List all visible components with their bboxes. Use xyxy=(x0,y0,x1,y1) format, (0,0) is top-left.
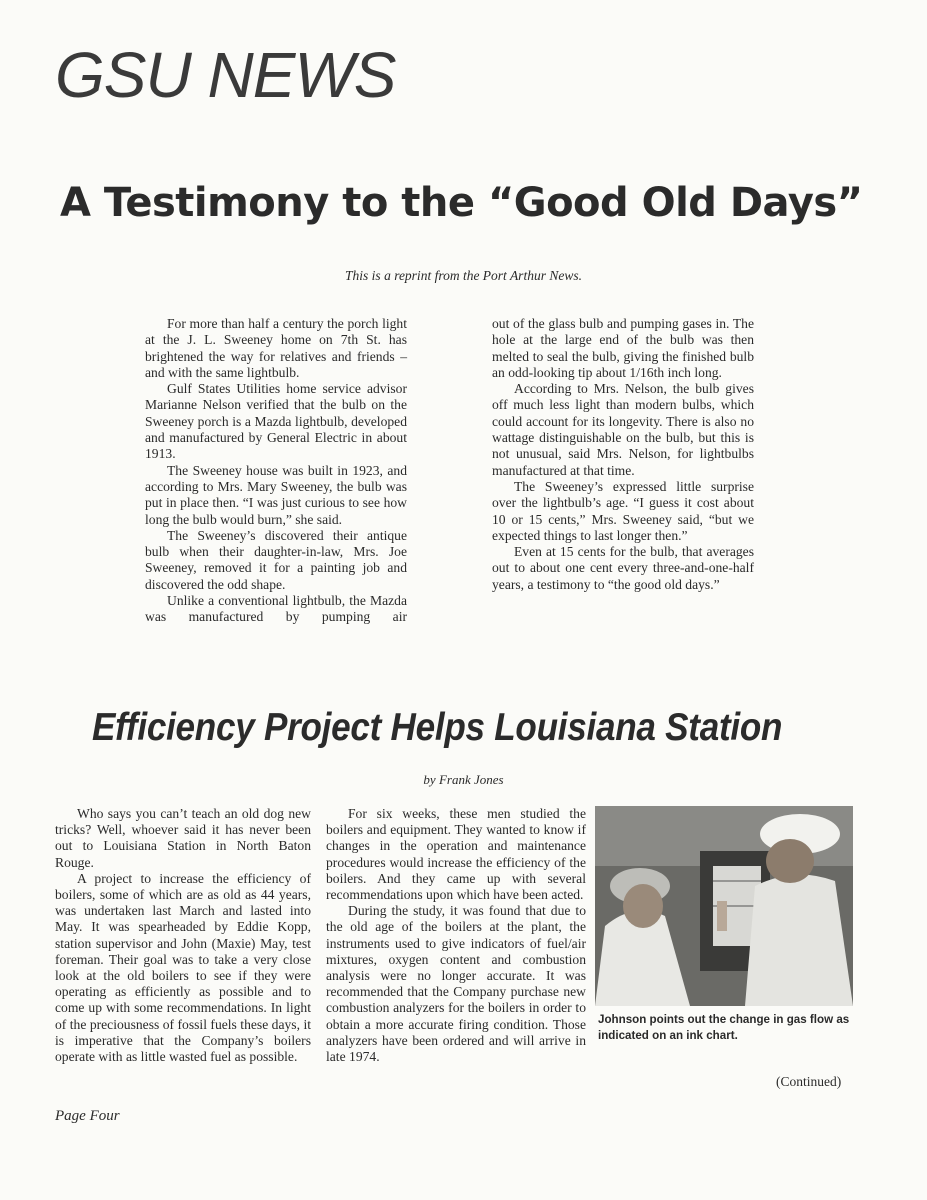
paragraph: For six weeks, these men studied the boilers and equipment. They wanted to know if changes in the operation and maintenance procedures would increase the efficiency of the boilers. And they came up with several recommendations upon which have been acted. xyxy=(326,806,586,903)
article1-column-2 xyxy=(492,316,754,593)
continued-note: (Continued) xyxy=(776,1074,842,1089)
article2-column-1 xyxy=(55,806,311,1065)
masthead: GSU NEWS xyxy=(55,39,396,111)
reprint-note: This is a reprint from the Port Arthur News. xyxy=(345,268,582,283)
paragraph: out of the glass bulb and pumping gases in. The hole at the large end of the bulb was then melted to seal the bulb, giving the finished bulb an odd-looking tip about 1/16th inch long. xyxy=(492,316,754,380)
byline: by Frank Jones xyxy=(423,772,504,787)
article1-column-1 xyxy=(145,316,407,626)
paragraph: Who says you can’t teach an old dog new tricks? Well, whoever said it has never been out to Louisiana Station in North Baton Rouge. xyxy=(55,806,311,870)
photo-caption: Johnson points out the change in gas flow as indicated on an ink chart. xyxy=(598,1013,850,1042)
paragraph: The Sweeney house was built in 1923, and according to Mrs. Mary Sweeney, the bulb was put in place then. “I was just curious to see how long the bulb would burn,” she said. xyxy=(145,462,407,527)
article-title: Efficiency Project Helps Louisiana Station xyxy=(92,706,783,749)
paragraph: The Sweeney’s expressed little surprise over the lightbulb’s age. “I guess it cost about 10 or 15 cents,” Mrs. Sweeney said, “but we expected things to last longer then.” xyxy=(492,478,754,543)
paragraph: Gulf States Utilities home service advisor Marianne Nelson verified that the bulb on the Sweeney porch is a Mazda lightbulb, developed and manufactured by General Electric in about 1913. xyxy=(145,381,407,462)
photo-men-at-ink-chart xyxy=(595,806,853,1006)
paragraph: Unlike a conventional lightbulb, the Mazda was manufactured by pumping air xyxy=(145,593,407,625)
paragraph: During the study, it was found that due to the old age of the boilers at the plant, the instruments used to give indicators of fuel/air mixtures, oxygen content and combustion analysis were no longer accurate. It was recommended that the Company purchase new combustion analyzers for the boilers in order to obtain a more accurate firing condition. Those analyzers have been ordered and will arrive in late 1974. xyxy=(326,903,586,1065)
article-title: A Testimony to the “Good Old Days” xyxy=(60,180,863,226)
paragraph: The Sweeney’s discovered their antique bulb when their daughter-in-law, Mrs. Joe Sweeney, removed it for a painting job and discovered the odd shape. xyxy=(145,527,407,592)
page-number: Page Four xyxy=(55,1108,120,1124)
paragraph: Even at 15 cents for the bulb, that averages out to about one cent every three-and-one-half years, a testimony to “the good old days.” xyxy=(492,544,754,592)
article2-column-2 xyxy=(326,806,586,1065)
paragraph: According to Mrs. Nelson, the bulb gives off much less light than modern bulbs, which could account for its longevity. There is also no wattage distinguishable on the bulb, but this is not unusual, said Mrs. Nelson, for lightbulbs manufactured at that time. xyxy=(492,381,754,478)
paragraph: For more than half a century the porch light at the J. L. Sweeney home on 7th St. has brightened the way for relatives and friends – and with the same lightbulb. xyxy=(145,316,407,380)
paragraph: A project to increase the efficiency of boilers, some of which are as old as 44 years, was undertaken last March and lasted into May. It was spearheaded by Eddie Kopp, station supervisor and John (Maxie) May, test foreman. Their goal was to take a very close look at the old boilers to see if they were operating as efficiently as possible and to come up with some recommendations. In light of the preciousness of fossil fuels these days, it is imperative that the Company’s boilers operate with as little wasted fuel as possible. xyxy=(55,870,311,1065)
